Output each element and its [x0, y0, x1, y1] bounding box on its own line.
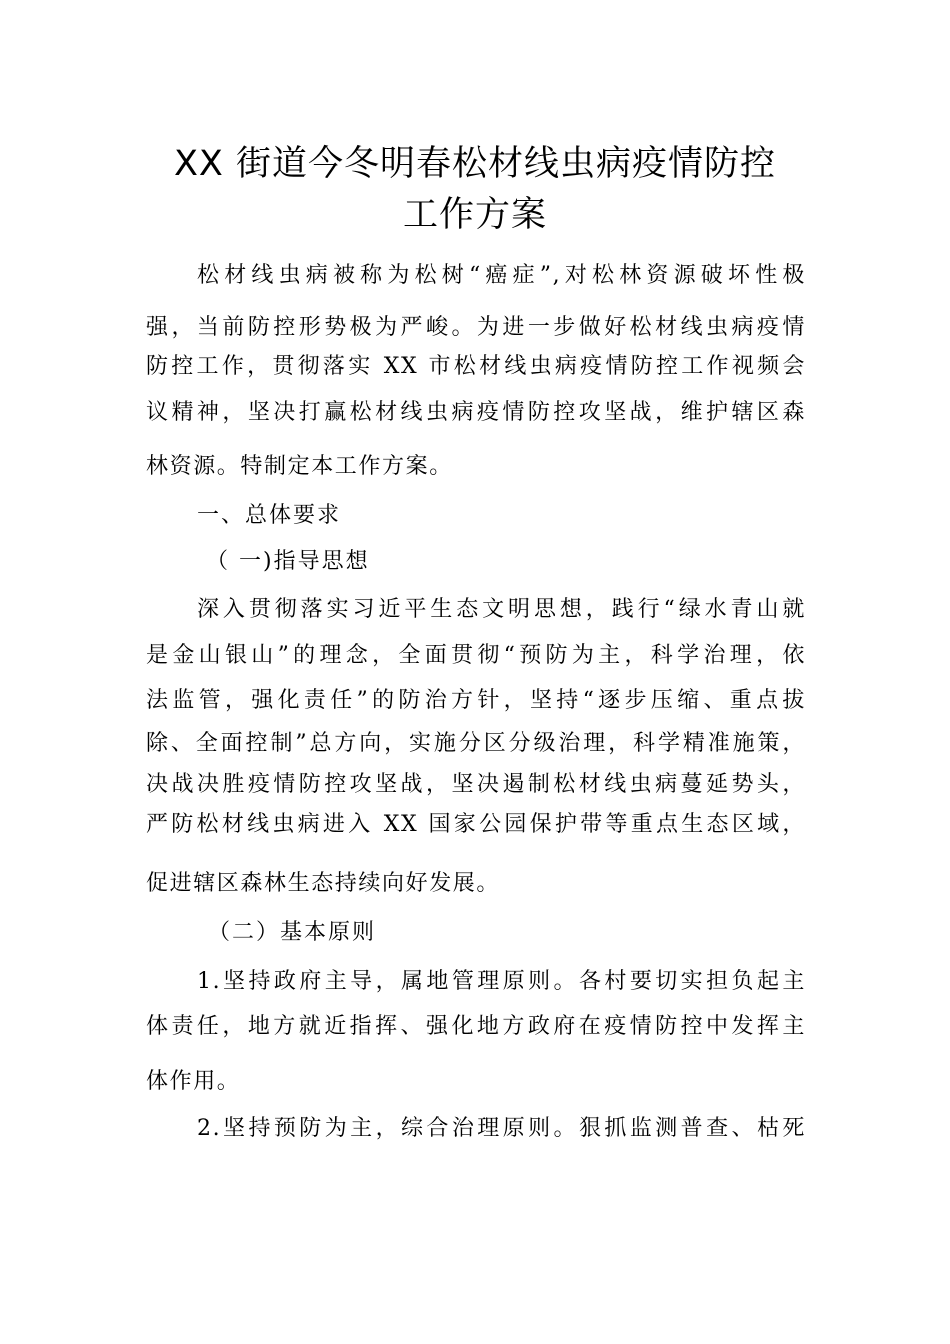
subsection-heading: （二）基本原则 [208, 920, 377, 945]
text-line: 除、全面控制”总方向，实施分区分级治理，科学精准施策， [146, 731, 806, 756]
document-title-line-1: XX 街道今冬明春松材线虫病疫情防控 [173, 144, 777, 184]
section-heading: 一、总体要求 [197, 503, 342, 528]
text-line: 体责任，地方就近指挥、强化地方政府在疫情防控中发挥主 [146, 1014, 806, 1039]
document-title-line-2: 工作方案 [402, 195, 547, 235]
text-line: 决战决胜疫情防控攻坚战，坚决遏制松材线虫病蔓延势头， [146, 772, 806, 797]
text-line: 严防松材线虫病进入 XX 国家公园保护带等重点生态区域， [146, 812, 806, 837]
text-line: 议精神，坚决打赢松材线虫病疫情防控攻坚战，维护辖区森 [146, 400, 806, 425]
text-line: 松材线虫病被称为松树“癌症”,对松林资源破坏性极 [197, 263, 806, 288]
text-line: 法监管，强化责任”的防治方针，坚持“逐步压缩、重点拔 [146, 688, 806, 713]
text-line: 深入贯彻落实习近平生态文明思想，践行“绿水青山就 [197, 597, 806, 622]
text-line: 体作用。 [146, 1069, 241, 1094]
text-line: 是金山银山”的理念，全面贯彻“预防为主，科学治理，依 [146, 643, 806, 668]
text-line: 促进辖区森林生态持续向好发展。 [146, 871, 501, 896]
text-line: 2.坚持预防为主，综合治理原则。狠抓监测普查、枯死 [197, 1116, 806, 1141]
subsection-heading: （ 一)指导思想 [206, 549, 370, 574]
text-line: 1.坚持政府主导，属地管理原则。各村要切实担负起主 [197, 969, 806, 994]
text-line: 林资源。特制定本工作方案。 [146, 454, 453, 479]
text-line: 防控工作，贯彻落实 XX 市松材线虫病疫情防控工作视频会 [146, 354, 806, 379]
text-line: 强，当前防控形势极为严峻。为进一步做好松材线虫病疫情 [146, 315, 806, 340]
